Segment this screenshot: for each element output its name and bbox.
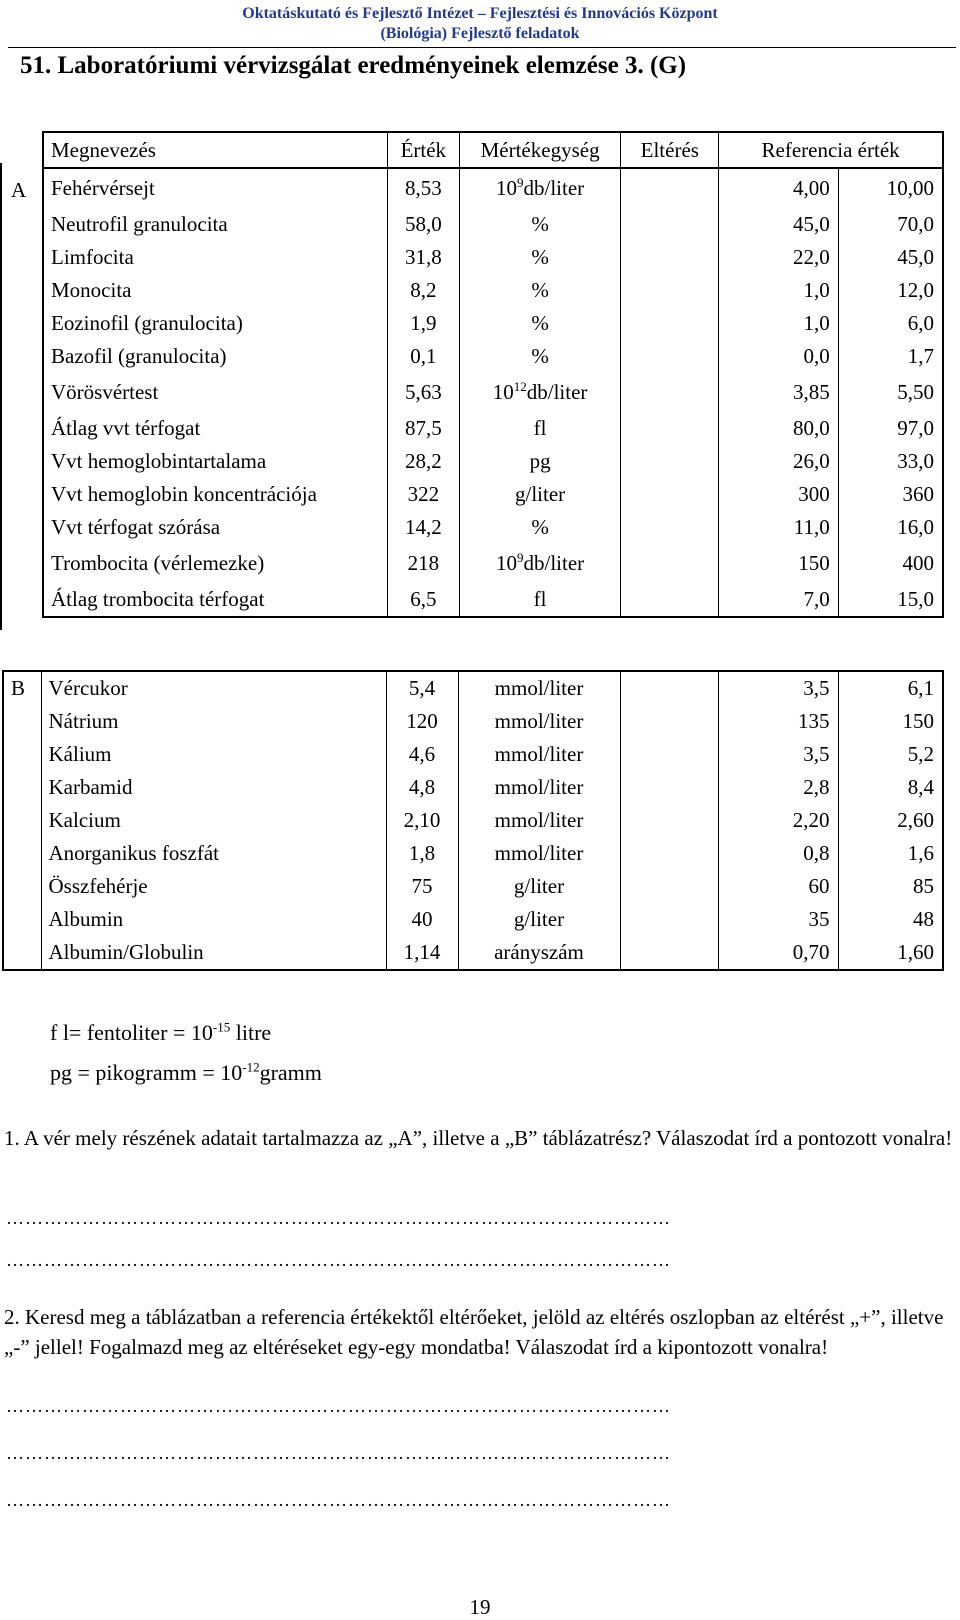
- unit-cell: fl: [459, 583, 621, 617]
- ref-high: 48: [838, 903, 943, 936]
- row-name: Vércukor: [41, 671, 386, 705]
- ref-low: 35: [718, 903, 838, 936]
- unit-cell: mmol/liter: [458, 671, 620, 705]
- unit-cell: mmol/liter: [458, 837, 620, 870]
- unit-base: 10: [492, 380, 514, 404]
- unit-cell: g/liter: [459, 478, 621, 511]
- row-value: 1,8: [386, 837, 458, 870]
- col-header-name: Megnevezés: [43, 132, 387, 168]
- deviation-cell: [620, 870, 718, 903]
- unit-cell: mmol/liter: [458, 771, 620, 804]
- table-header-row: [43, 132, 943, 168]
- row-name: Vvt hemoglobin koncentrációja: [43, 478, 387, 511]
- section-gutter: [3, 771, 41, 804]
- ref-low: 2,8: [718, 771, 838, 804]
- ref-high: 6,1: [838, 671, 943, 705]
- unit-cell: %: [459, 241, 621, 274]
- row-value: 31,8: [387, 241, 459, 274]
- row-name: Anorganikus foszfát: [41, 837, 386, 870]
- ref-high: 45,0: [838, 241, 943, 274]
- ref-high: 2,60: [838, 804, 943, 837]
- ref-low: 3,5: [718, 738, 838, 771]
- note-femtoliter: [50, 1018, 271, 1048]
- row-name: Fehérvérsejt: [43, 168, 387, 208]
- deviation-cell: [621, 445, 719, 478]
- ref-high: 8,4: [838, 771, 943, 804]
- ref-low: 135: [718, 705, 838, 738]
- row-name: Limfocita: [43, 241, 387, 274]
- note-fl-text: f l= fentoliter = 10: [50, 1020, 213, 1045]
- row-value: 8,2: [387, 274, 459, 307]
- row-value: 1,9: [387, 307, 459, 340]
- deviation-cell: [620, 771, 718, 804]
- ref-high: 97,0: [838, 412, 943, 445]
- table-row: [3, 705, 943, 738]
- section-gutter: [3, 936, 41, 970]
- row-name: Kalcium: [41, 804, 386, 837]
- row-value: 6,5: [387, 583, 459, 617]
- answer-line-2b[interactable]: ……………………………………………………………………………………………: [6, 1443, 671, 1463]
- note-fl-unit: litre: [230, 1020, 272, 1045]
- deviation-cell: [620, 738, 718, 771]
- unit-exponent: 9: [517, 550, 524, 565]
- row-name: Nátrium: [41, 705, 386, 738]
- table-row: [3, 771, 943, 804]
- unit-cell: %: [459, 340, 621, 373]
- deviation-cell: [620, 903, 718, 936]
- section-gutter: [3, 837, 41, 870]
- ref-low: 22,0: [719, 241, 839, 274]
- row-name: Albumin: [41, 903, 386, 936]
- ref-low: 0,70: [718, 936, 838, 970]
- ref-high: 16,0: [838, 511, 943, 544]
- ref-high: 70,0: [838, 208, 943, 241]
- unit-cell: fl: [459, 412, 621, 445]
- unit-cell: mmol/liter: [458, 804, 620, 837]
- ref-low: 0,0: [719, 340, 839, 373]
- table-row: [43, 307, 943, 340]
- col-header-value: Érték: [387, 132, 459, 168]
- deviation-cell: [621, 544, 719, 583]
- table-row: [43, 241, 943, 274]
- table-row: [3, 903, 943, 936]
- unit-cell: g/liter: [458, 870, 620, 903]
- note-pg-text: pg = pikogramm = 10: [50, 1060, 243, 1085]
- section-gutter: [3, 870, 41, 903]
- note-pg-unit: gramm: [259, 1060, 322, 1085]
- question-2: 2. Keresd meg a táblázatban a referencia értékektől eltérőeket, jelöld az eltérés oszlopban az eltérést „+”, illetve „-” jellel! Fogalmazd meg az eltéréseket egy-egy mondatba! Válaszodat írd a kipontozott vonalra!: [4, 1305, 944, 1359]
- table-row: [43, 478, 943, 511]
- row-value: 5,4: [386, 671, 458, 705]
- table-row: [43, 208, 943, 241]
- row-name: Karbamid: [41, 771, 386, 804]
- row-name: Vörösvértest: [43, 373, 387, 412]
- section-gutter: [3, 671, 41, 705]
- unit-cell: %: [459, 307, 621, 340]
- ref-high: 1,60: [838, 936, 943, 970]
- section-gutter: [3, 804, 41, 837]
- table-row: [43, 412, 943, 445]
- unit-rest: db/liter: [523, 551, 585, 575]
- lab-table-b: [2, 670, 944, 971]
- ref-high: 150: [838, 705, 943, 738]
- deviation-cell: [621, 241, 719, 274]
- ref-low: 1,0: [719, 274, 839, 307]
- row-value: 14,2: [387, 511, 459, 544]
- table-row: [43, 373, 943, 412]
- header-subtitle: (Biológia) Fejlesztő feladatok: [380, 25, 580, 42]
- ref-high: 400: [838, 544, 943, 583]
- table-row: [3, 870, 943, 903]
- answer-line-1a[interactable]: ……………………………………………………………………………………………: [6, 1208, 671, 1228]
- table-row: [3, 671, 943, 705]
- unit-cell: %: [459, 208, 621, 241]
- ref-high: 6,0: [838, 307, 943, 340]
- row-name: Bazofil (granulocita): [43, 340, 387, 373]
- table-row: [3, 804, 943, 837]
- deviation-cell: [621, 274, 719, 307]
- unit-cell: arányszám: [458, 936, 620, 970]
- row-value: 1,14: [386, 936, 458, 970]
- table-row: [43, 544, 943, 583]
- deviation-cell: [621, 412, 719, 445]
- deviation-cell: [621, 307, 719, 340]
- lab-table-a: [42, 131, 944, 618]
- row-name: Neutrofil granulocita: [43, 208, 387, 241]
- row-value: 28,2: [387, 445, 459, 478]
- ref-low: 2,20: [718, 804, 838, 837]
- row-value: 75: [386, 870, 458, 903]
- ref-low: 60: [718, 870, 838, 903]
- ref-high: 1,7: [838, 340, 943, 373]
- row-value: 0,1: [387, 340, 459, 373]
- ref-low: 3,85: [719, 373, 839, 412]
- section-gutter: [3, 705, 41, 738]
- table-row: [43, 168, 943, 208]
- note-pg-exponent: -12: [242, 1059, 260, 1075]
- deviation-cell: [620, 671, 718, 705]
- note-picogram: [50, 1058, 322, 1088]
- ref-high: 15,0: [838, 583, 943, 617]
- deviation-cell: [620, 837, 718, 870]
- row-name: Albumin/Globulin: [41, 936, 386, 970]
- row-value: 218: [387, 544, 459, 583]
- ref-low: 300: [719, 478, 839, 511]
- table-row: [43, 511, 943, 544]
- deviation-cell: [620, 804, 718, 837]
- unit-cell: g/liter: [458, 903, 620, 936]
- row-name: Monocita: [43, 274, 387, 307]
- deviation-cell: [621, 168, 719, 208]
- unit-cell: %: [459, 511, 621, 544]
- section-gutter: [3, 903, 41, 936]
- ref-low: 1,0: [719, 307, 839, 340]
- row-value: 120: [386, 705, 458, 738]
- unit-exponent: 12: [513, 379, 527, 394]
- row-value: 8,53: [387, 168, 459, 208]
- unit-cell: [459, 544, 621, 583]
- ref-low: 0,8: [718, 837, 838, 870]
- ref-high: 5,50: [838, 373, 943, 412]
- unit-rest: db/liter: [526, 380, 588, 404]
- row-name: Kálium: [41, 738, 386, 771]
- unit-cell: mmol/liter: [458, 738, 620, 771]
- col-header-reference: Referencia érték: [719, 132, 943, 168]
- ref-low: 150: [719, 544, 839, 583]
- ref-high: 33,0: [838, 445, 943, 478]
- unit-cell: [459, 373, 621, 412]
- deviation-cell: [621, 583, 719, 617]
- page-title: 51. Laboratóriumi vérvizsgálat eredményeinek elemzése 3. (G): [20, 52, 687, 79]
- ref-low: 4,00: [719, 168, 839, 208]
- deviation-cell: [621, 478, 719, 511]
- row-value: 2,10: [386, 804, 458, 837]
- unit-cell: mmol/liter: [458, 705, 620, 738]
- deviation-cell: [621, 511, 719, 544]
- unit-cell: pg: [459, 445, 621, 478]
- ref-low: 80,0: [719, 412, 839, 445]
- row-name: Vvt hemoglobintartalama: [43, 445, 387, 478]
- table-row: [43, 340, 943, 373]
- row-value: 4,8: [386, 771, 458, 804]
- ref-high: 85: [838, 870, 943, 903]
- col-header-deviation: Eltérés: [621, 132, 719, 168]
- row-value: 4,6: [386, 738, 458, 771]
- ref-low: 26,0: [719, 445, 839, 478]
- deviation-cell: [621, 340, 719, 373]
- header-institute: Oktatáskutató és Fejlesztő Intézet – Fejlesztési és Innovációs Központ: [242, 5, 718, 22]
- unit-cell: %: [459, 274, 621, 307]
- row-name: Eozinofil (granulocita): [43, 307, 387, 340]
- answer-line-2c[interactable]: ……………………………………………………………………………………………: [6, 1490, 671, 1510]
- answer-line-1b[interactable]: ……………………………………………………………………………………………: [6, 1250, 671, 1270]
- unit-rest: db/liter: [523, 176, 585, 200]
- ref-low: 7,0: [719, 583, 839, 617]
- ref-high: 10,00: [838, 168, 943, 208]
- table-row: [3, 837, 943, 870]
- ref-low: 45,0: [719, 208, 839, 241]
- row-value: 5,63: [387, 373, 459, 412]
- unit-base: 10: [496, 176, 518, 200]
- row-name: Átlag vvt térfogat: [43, 412, 387, 445]
- row-value: 322: [387, 478, 459, 511]
- section-a-label: A: [11, 178, 27, 202]
- table-row: [43, 274, 943, 307]
- deviation-cell: [620, 936, 718, 970]
- ref-high: 360: [838, 478, 943, 511]
- table-row: [43, 583, 943, 617]
- table-row: [3, 936, 943, 970]
- deviation-cell: [620, 705, 718, 738]
- row-value: 40: [386, 903, 458, 936]
- row-name: Átlag trombocita térfogat: [43, 583, 387, 617]
- ref-low: 3,5: [718, 671, 838, 705]
- ref-high: 5,2: [838, 738, 943, 771]
- note-fl-exponent: -15: [212, 1019, 231, 1035]
- row-value: 87,5: [387, 412, 459, 445]
- section-a-bracket: [0, 163, 2, 630]
- ref-low: 11,0: [719, 511, 839, 544]
- table-row: [3, 738, 943, 771]
- unit-cell: [459, 168, 621, 208]
- unit-exponent: 9: [517, 175, 524, 190]
- row-name: Trombocita (vérlemezke): [43, 544, 387, 583]
- ref-high: 1,6: [838, 837, 943, 870]
- row-name: Összfehérje: [41, 870, 386, 903]
- question-1: 1. A vér mely részének adatait tartalmazza az „A”, illetve a „B” táblázatrész? Válaszodat írd a pontozott vonalra!: [4, 1126, 953, 1150]
- row-value: 58,0: [387, 208, 459, 241]
- ref-high: 12,0: [838, 274, 943, 307]
- answer-line-2a[interactable]: ……………………………………………………………………………………………: [6, 1396, 671, 1416]
- deviation-cell: [621, 208, 719, 241]
- section-b-label: B: [11, 676, 26, 700]
- table-row: [43, 445, 943, 478]
- unit-base: 10: [496, 551, 518, 575]
- row-name: Vvt térfogat szórása: [43, 511, 387, 544]
- section-gutter: [3, 738, 41, 771]
- page-number: 19: [469, 1595, 491, 1619]
- col-header-unit: Mértékegység: [459, 132, 621, 168]
- deviation-cell: [621, 373, 719, 412]
